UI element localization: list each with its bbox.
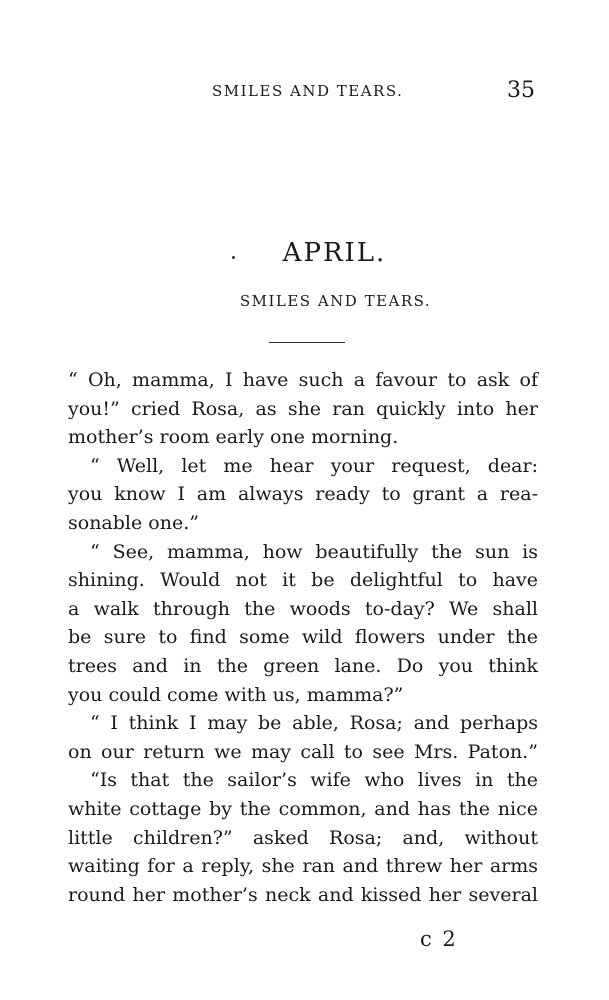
signature-mark: c 2 bbox=[420, 927, 458, 951]
text-line: “ See, mamma, how beautifully the sun is bbox=[90, 540, 538, 563]
chapter-subtitle: SMILES AND TEARS. bbox=[239, 292, 432, 310]
text-line: you!” cried Rosa, as she ran quickly into her bbox=[68, 397, 538, 420]
text-line: you could come with us, mamma?” bbox=[68, 683, 404, 706]
body-text bbox=[68, 366, 538, 909]
text-line: be sure to find some wild flowers under the bbox=[68, 626, 538, 649]
section-rule bbox=[269, 342, 345, 343]
running-head bbox=[0, 78, 609, 106]
text-line: shining. Would not it be delightful to have bbox=[68, 569, 538, 592]
text-line: trees and in the green lane. Do you think bbox=[68, 654, 538, 677]
text-line: on our return we may call to see Mrs. Paton.” bbox=[68, 740, 538, 763]
text-line: little children?” asked Rosa; and, without bbox=[68, 826, 538, 849]
page-number: 35 bbox=[507, 78, 535, 103]
text-line: mother’s room early one morning. bbox=[68, 426, 399, 449]
text-line: “ I think I may be able, Rosa; and perhaps bbox=[90, 712, 538, 735]
text-line: you know I am always ready to grant a rea- bbox=[68, 483, 538, 506]
text-line: “Is that the sailor’s wife who lives in the bbox=[90, 769, 538, 792]
text-line: “ Oh, mamma, I have such a favour to ask of bbox=[68, 369, 538, 391]
text-line: white cottage by the common, and has the nice bbox=[68, 797, 538, 820]
running-title: SMILES AND TEARS. bbox=[212, 82, 404, 100]
text-line: round her mother’s neck and kissed her several bbox=[68, 883, 538, 906]
chapter-title: APRIL. bbox=[282, 238, 387, 268]
text-line: waiting for a reply, she ran and threw her arms bbox=[68, 855, 538, 878]
text-line: a walk through the woods to-day? We shall bbox=[68, 597, 538, 620]
text-line: sonable one.” bbox=[68, 511, 199, 534]
text-line: “ Well, let me hear your request, dear: bbox=[90, 454, 538, 477]
